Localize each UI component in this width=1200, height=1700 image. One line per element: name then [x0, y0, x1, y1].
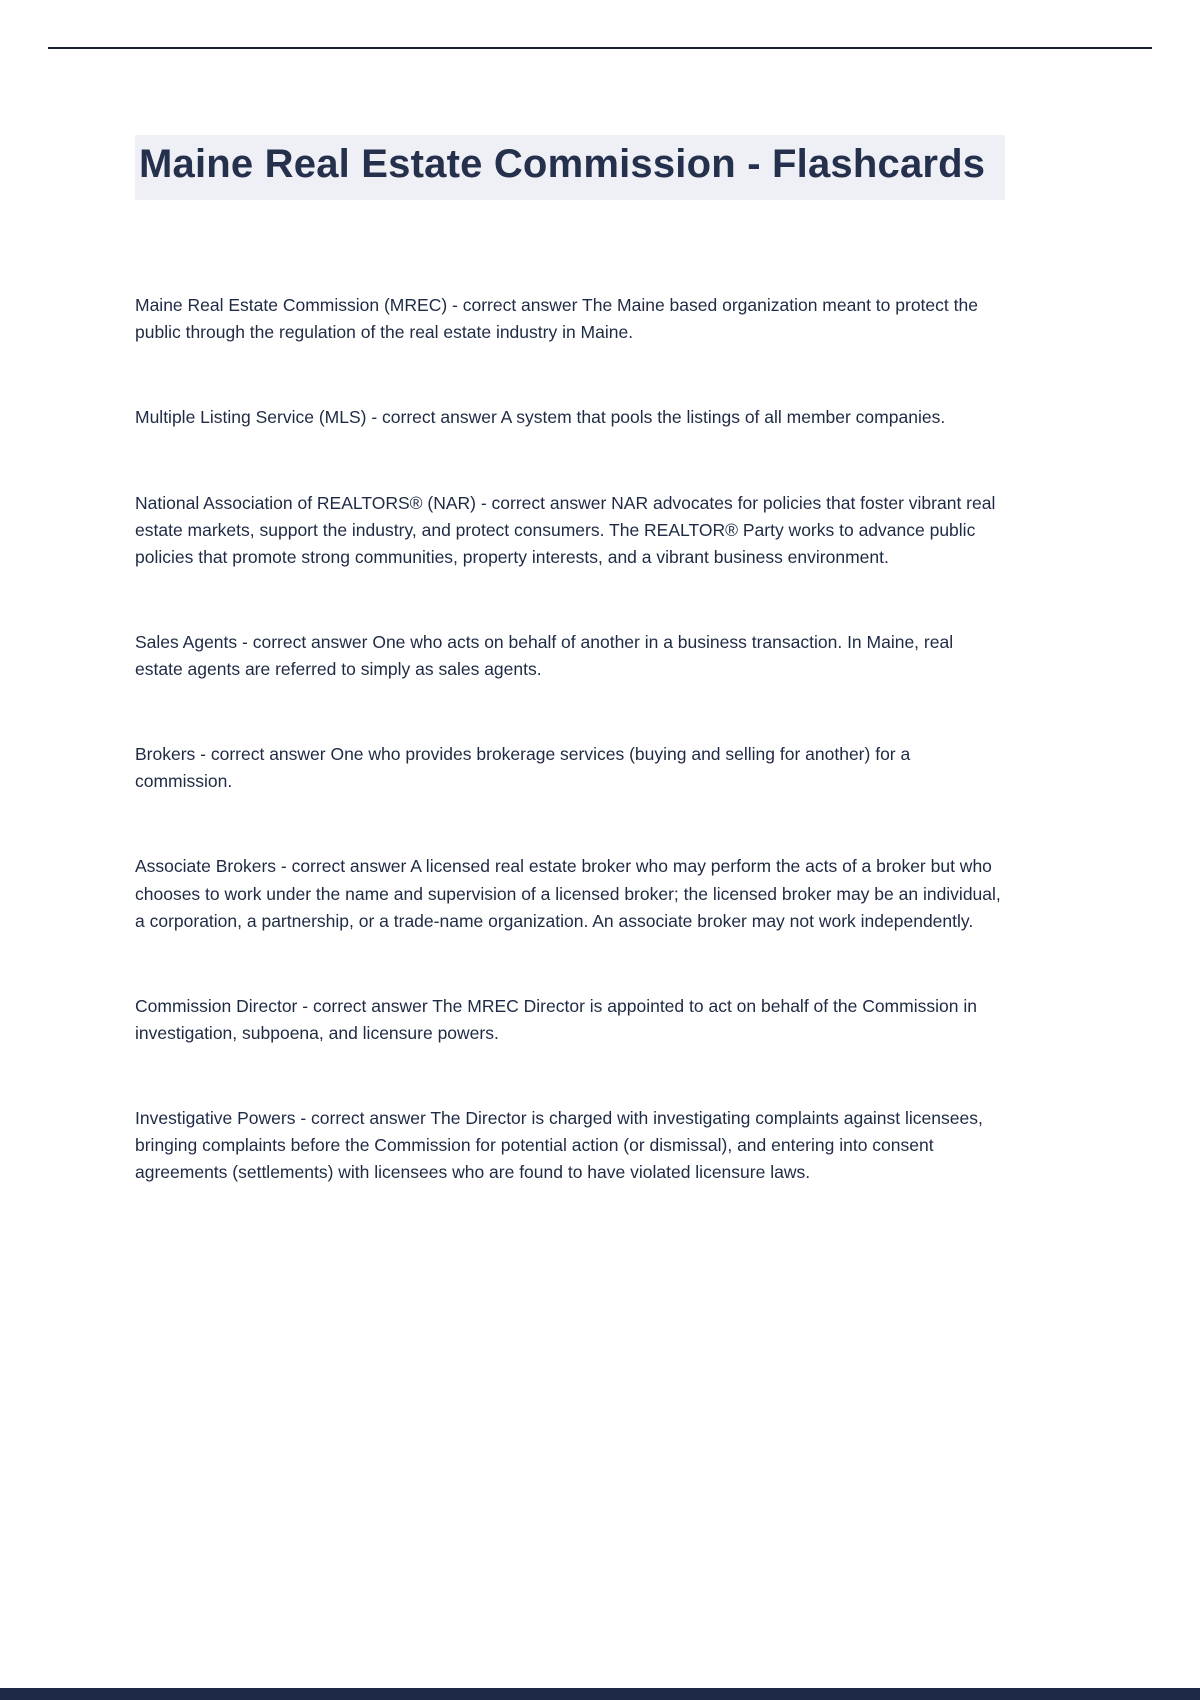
flashcard-text: Brokers - correct answer One who provides brokerage services (buying and selling for another) for a commission. [135, 744, 911, 792]
flashcard-list [135, 292, 1005, 1186]
flashcard-text: Maine Real Estate Commission (MREC) - correct answer The Maine based organization meant to protect the public through the regulation of the real estate industry in Maine. [135, 295, 978, 343]
bottom-bar [0, 1688, 1200, 1700]
flashcard-text: National Association of REALTORS® (NAR) - correct answer NAR advocates for policies that foster vibrant real estate markets, support the industry, and protect consumers. The REALTOR® Party works to advance public policies that promote strong communities, property interests, and a vibrant business environment. [135, 492, 996, 567]
page-title: Maine Real Estate Commission - Flashcards [139, 142, 986, 186]
flashcard-text: Associate Brokers - correct answer A licensed real estate broker who may perform the acts of a broker but who chooses to work under the name and supervision of a licensed broker; the licensed broker may be an individual, a corporation, a partnership, or a trade-name organization. An associate broker may not work independently. [135, 856, 1001, 931]
flashcard-text: Investigative Powers - correct answer The Director is charged with investigating complaints against licensees, bringing complaints before the Commission for potential action (or dismissal), and entering into consent agreements (settlements) with licensees who are found to have violated licensure laws. [135, 1108, 983, 1183]
flashcard-text: Sales Agents - correct answer One who acts on behalf of another in a business transaction. In Maine, real estate agents are referred to simply as sales agents. [135, 631, 954, 680]
title-highlight-block [135, 135, 1005, 200]
flashcard-text: Multiple Listing Service (MLS) - correct answer A system that pools the listings of all member companies. [135, 407, 946, 428]
top-divider [48, 47, 1152, 49]
page-content [135, 135, 1005, 1244]
flashcard-text: Commission Director - correct answer The MREC Director is appointed to act on behalf of the Commission in investigation, subpoena, and licensure powers. [135, 995, 977, 1043]
